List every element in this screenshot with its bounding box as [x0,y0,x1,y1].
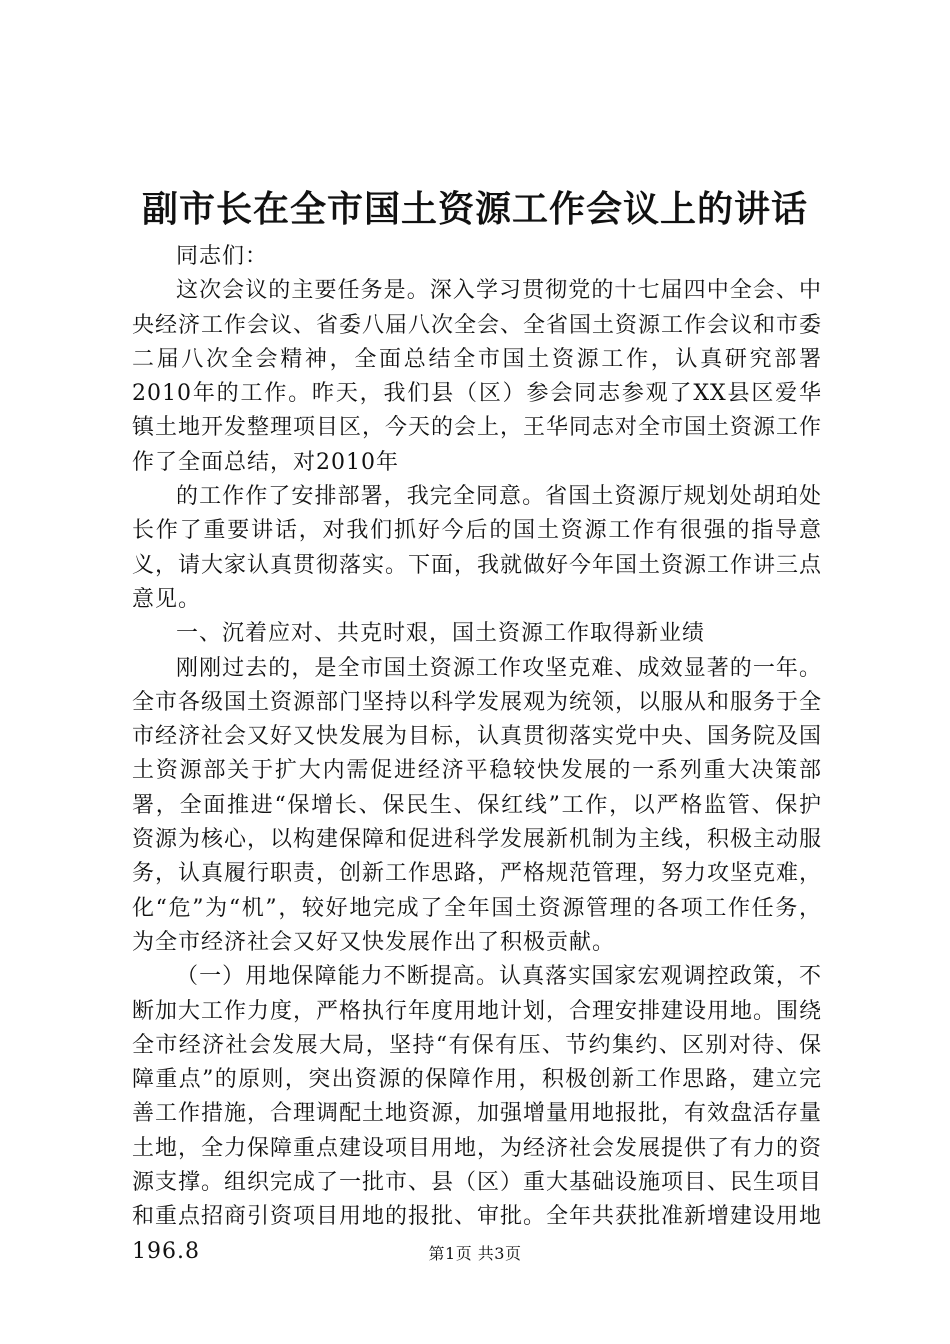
salutation-paragraph: 同志们： [176,244,269,269]
document-title: 副市长在全市国土资源工作会议上的讲话 [141,188,808,230]
document-body [132,240,822,1269]
body-paragraph: 刚刚过去的，是全市国土资源工作攻坚克难、成效显著的一年。全市各级国土资源部门坚持以科学发展观为统领，以服从和服务于全市经济社会又好又快发展为目标，认真贯彻落实党中央、国务院及国土资源部关于扩大内需促进经济平稳较快发展的一系列重大决策部署，全面推进“保增长、保民生、保红线”工作，以严格监管、保护资源为核心，以构建保障和促进科学发展新机制为主线，积极主动服务，认真履行职责，创新工作思路，严格规范管理，努力攻坚克难，化“危”为“机”，较好地完成了全年国土资源管理的各项工作任务，为全市经济社会又好又快发展作出了积极贡献。 [132,655,823,955]
body-paragraph: 这次会议的主要任务是。深入学习贯彻党的十七届四中全会、中央经济工作会议、省委八届八次全会、全省国土资源工作会议和市委二届八次全会精神，全面总结全市国土资源工作，认真研究部署2010年的工作。昨天，我们县（区）参会同志参观了XX县区爱华镇土地开发整理项目区，今天的会上，王华同志对全市国土资源工作作了全面总结，对2010年 [132,278,823,475]
body-paragraph: （一）用地保障能力不断提高。认真落实国家宏观调控政策，不断加大工作力度，严格执行年度用地计划，合理安排建设用地。围绕全市经济社会发展大局，坚持“有保有压、节约集约、区别对待、保障重点”的原则，突出资源的保障作用，积极创新工作思路，建立完善工作措施，合理调配土地资源，加强增量用地报批，有效盘活存量土地，全力保障重点建设项目用地，为经济社会发展提供了有力的资源支撑。组织完成了一批市、县（区）重大基础设施项目、民生项目和重点招商引资项目用地的报批、审批。全年共获批准新增建设用地196.8 [132,964,823,1264]
page-footer: 第1页 共3页 [428,1244,522,1263]
body-paragraph: 的工作作了安排部署，我完全同意。省国土资源厅规划处胡珀处长作了重要讲话，对我们抓好今后的国土资源工作有很强的指导意义，请大家认真贯彻落实。下面，我就做好今年国土资源工作讲三点意见。 [132,484,823,612]
section-heading: 一、沉着应对、共克时艰，国土资源工作取得新业绩 [176,621,706,647]
